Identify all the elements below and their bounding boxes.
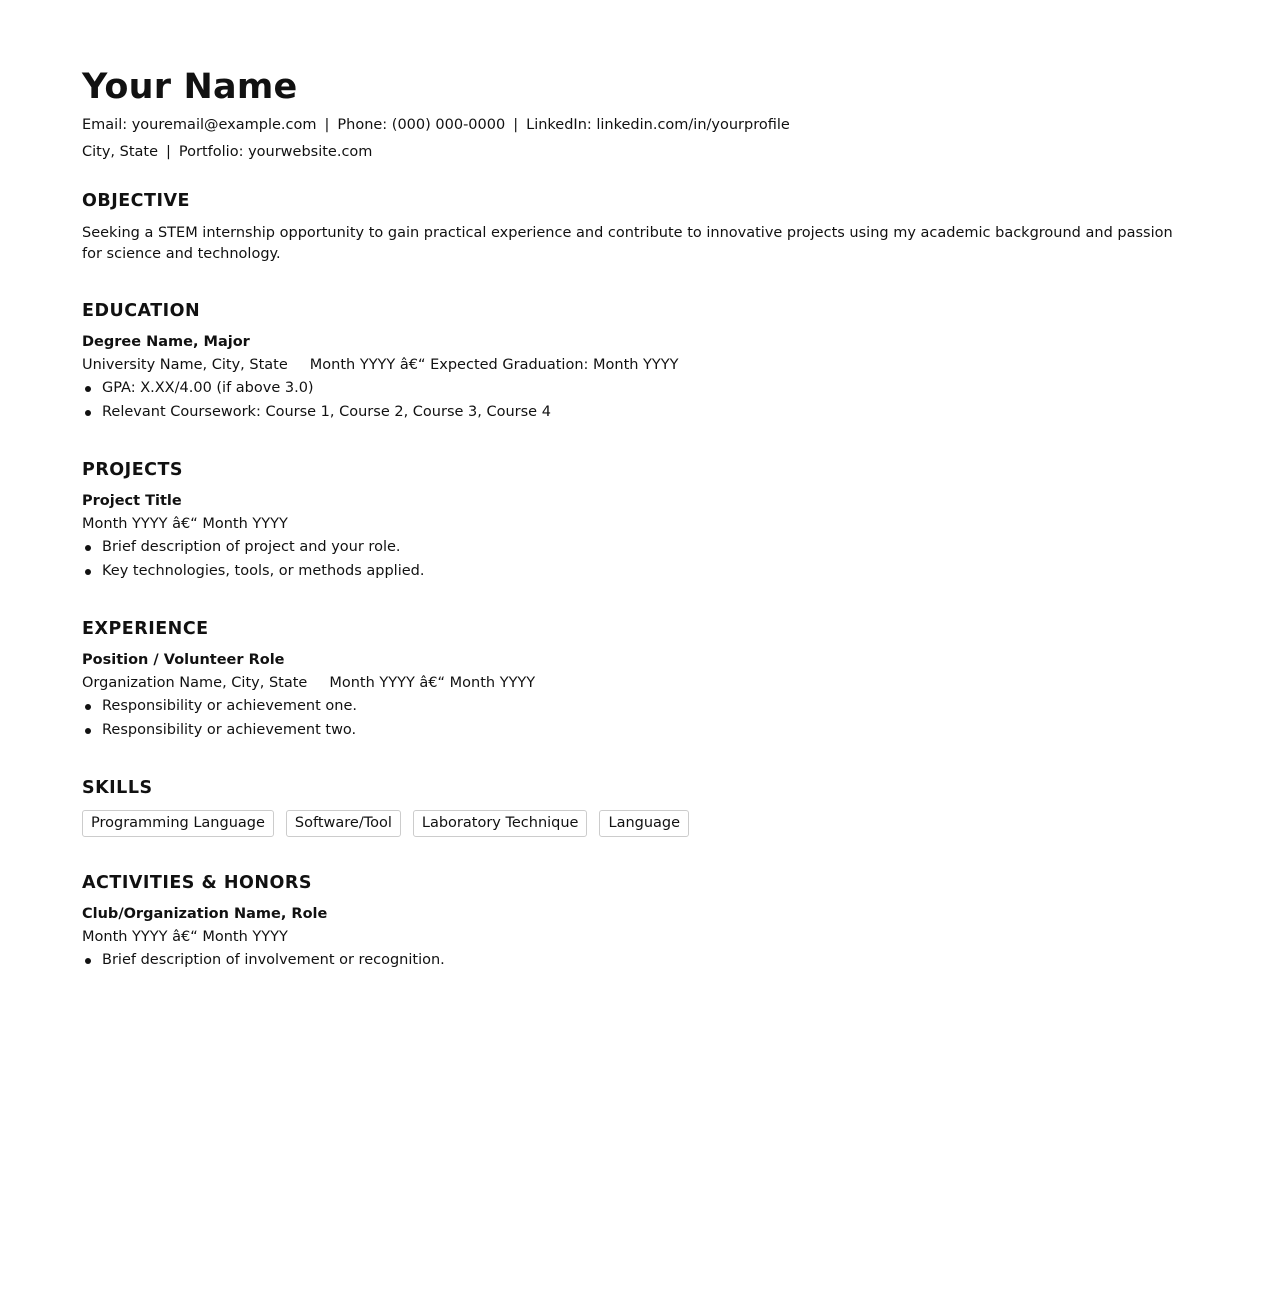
experience-title: Position / Volunteer Role	[82, 652, 285, 668]
bullet-icon	[85, 545, 91, 551]
list-item	[82, 695, 1178, 719]
project-bullets	[82, 536, 1178, 583]
resume-name: Your Name	[82, 67, 298, 107]
separator: |	[324, 117, 330, 133]
list-item	[82, 560, 1178, 584]
experience-dates: Month YYYY â€“ Month YYYY	[329, 675, 536, 691]
list-item-text: Relevant Coursework: Course 1, Course 2, Course 3, Course 4	[102, 403, 551, 420]
resume-page	[82, 64, 1178, 968]
contact-linkedin: LinkedIn: linkedin.com/in/yourprofile	[526, 117, 790, 133]
section-activities	[82, 871, 1178, 973]
experience-location: Organization Name, City, State	[82, 675, 308, 691]
section-objective	[82, 189, 1178, 265]
education-dates: Month YYYY â€“ Expected Graduation: Month YYYY	[309, 357, 679, 373]
separator: |	[166, 144, 171, 160]
project-title: Project Title	[82, 493, 182, 509]
list-item-text: Responsibility or achievement two.	[102, 721, 357, 738]
experience-bullets	[82, 695, 1178, 742]
list-item-text: Responsibility or achievement one.	[102, 698, 357, 714]
bullet-icon	[85, 386, 91, 392]
bullet-icon	[85, 410, 91, 416]
section-heading: PROJECTS	[82, 460, 184, 480]
bullet-icon	[85, 569, 91, 575]
contact-portfolio: Portfolio: yourwebsite.com	[178, 144, 373, 160]
list-item	[82, 401, 1178, 425]
section-projects	[82, 458, 1178, 583]
list-item-text: GPA: X.XX/4.00 (if above 3.0)	[102, 380, 314, 396]
list-item	[82, 719, 1178, 743]
bullet-icon	[85, 704, 91, 710]
section-heading: OBJECTIVE	[82, 191, 190, 211]
skill-tag: Software/Tool	[286, 810, 401, 837]
contact-line-2	[82, 139, 1178, 166]
list-item	[82, 949, 1178, 973]
activity-title: Club/Organization Name, Role	[82, 906, 328, 922]
section-skills	[82, 776, 1178, 837]
experience-meta	[82, 672, 1178, 695]
list-item-text: Key technologies, tools, or methods applied.	[102, 562, 425, 579]
skills-list	[82, 810, 1178, 837]
bullet-icon	[85, 728, 91, 734]
activity-bullets	[82, 949, 1178, 973]
list-item	[82, 377, 1178, 401]
project-dates: Month YYYY â€“ Month YYYY	[82, 516, 288, 532]
list-item-text: Brief description of project and your role.	[102, 539, 401, 555]
contact-line-1	[82, 112, 1178, 139]
education-bullets	[82, 377, 1178, 424]
skill-tag: Programming Language	[82, 810, 274, 837]
skill-tag: Laboratory Technique	[413, 810, 588, 837]
education-title: Degree Name, Major	[82, 334, 250, 350]
education-meta	[82, 354, 1178, 377]
education-location: University Name, City, State	[82, 357, 288, 373]
section-heading: EXPERIENCE	[82, 619, 209, 639]
list-item	[82, 536, 1178, 560]
separator: |	[513, 117, 519, 133]
section-heading: ACTIVITIES & HONORS	[82, 873, 312, 893]
bullet-icon	[85, 958, 91, 964]
section-experience	[82, 617, 1178, 742]
activity-dates: Month YYYY â€“ Month YYYY	[82, 929, 288, 945]
objective-text: Seeking a STEM internship opportunity to gain practical experience and contribute to innovative projects using my academic background and passion for science and technology.	[82, 225, 1173, 262]
contact-email: Email: youremail@example.com	[82, 117, 317, 133]
list-item-text: Brief description of involvement or recognition.	[102, 952, 445, 968]
skill-tag: Language	[599, 810, 689, 837]
contact-location: City, State	[82, 144, 159, 160]
section-heading: SKILLS	[82, 778, 153, 798]
contact-phone: Phone: (000) 000-0000	[337, 117, 506, 133]
section-education	[82, 299, 1178, 424]
section-heading: EDUCATION	[82, 301, 201, 321]
